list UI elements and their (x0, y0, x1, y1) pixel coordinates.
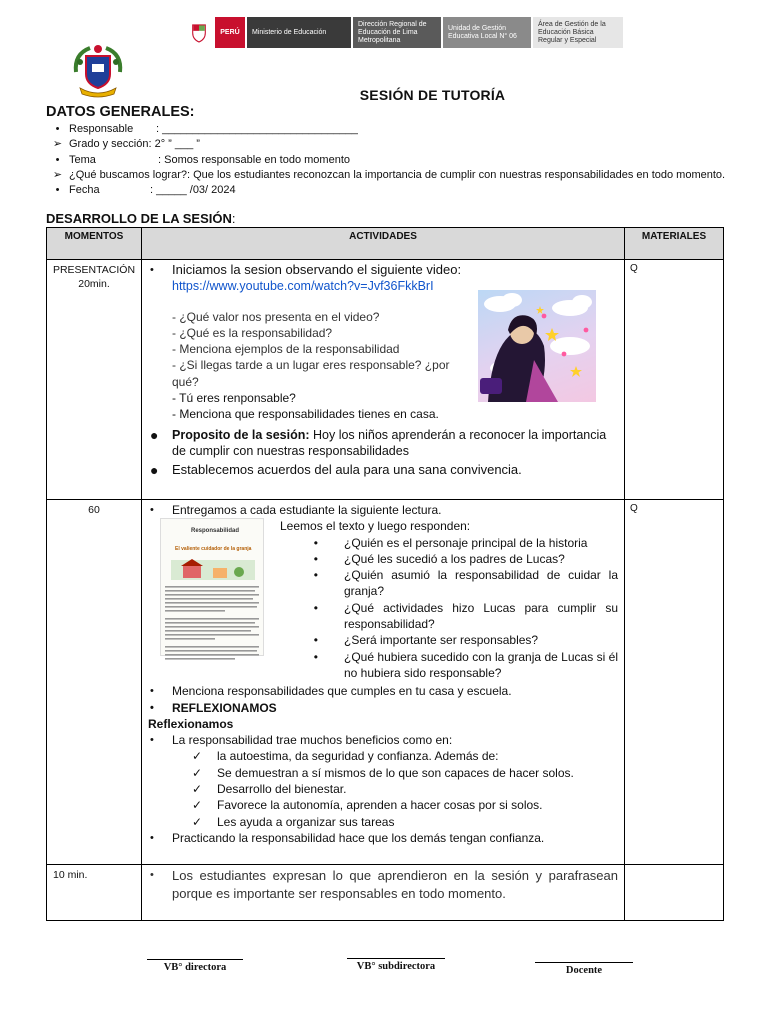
list-item (148, 700, 618, 716)
question-text: ¿Quién es el personaje principal de la historia (344, 535, 588, 550)
momento-cell: 60 (47, 500, 142, 865)
reflexionamos-heading: Reflexionamos (148, 716, 234, 731)
table-row (47, 865, 724, 921)
banner-ministerio: Ministerio de Educación (247, 17, 351, 48)
session-table (46, 227, 724, 921)
question-text: ¿Quién asumió la responsabilidad de cuidar la granja? (344, 568, 618, 599)
question-text: ¿Qué hubiera sucedido con la granja de Lucas si él no hubiera sido responsable? (344, 649, 618, 680)
momento-label: PRESENTACIÓN (52, 264, 136, 276)
banner-direccion: Dirección Regional de Educación de Lima Metropolitana (353, 17, 441, 48)
desarrollo-heading-text: DESARROLLO DE LA SESIÓN (46, 211, 232, 226)
bullet-icon: • (150, 831, 154, 844)
table-row (47, 500, 724, 865)
bullet-icon: • (313, 551, 318, 566)
list-item (276, 632, 618, 648)
peru-shield-icon (185, 17, 213, 48)
bullet-icon: • (150, 734, 154, 747)
question-list (148, 309, 468, 423)
check-icon: ✓ (192, 782, 203, 797)
page-title: SESIÓN DE TUTORÍA (359, 87, 506, 103)
list-item (148, 797, 618, 813)
check-text: Les ayuda a organizar sus tareas (217, 814, 395, 829)
list-item (148, 683, 618, 699)
lectura-thumbnail-image (160, 518, 264, 656)
reflexionamos-bullet: REFLEXIONAMOS (172, 700, 277, 715)
proposito-label: Proposito de la sesión: (172, 427, 310, 442)
bullet-icon: • (150, 869, 154, 881)
general-data-list (46, 122, 736, 198)
header-materiales: MATERIALES (625, 228, 724, 260)
signature-subdirectora: VB° subdirectora (347, 958, 445, 972)
bullet-icon: ● (150, 426, 159, 443)
tema-label: Tema (69, 153, 96, 166)
banner-area: Área de Gestión de la Educación Básica Regular y Especial (533, 17, 623, 48)
signature-docente: Docente (535, 962, 633, 976)
closing-text: Los estudiantes expresan lo que aprendieron en la sesión y parafrasean porque es importante ser responsables en todo momento. (172, 868, 618, 901)
tema-value: : Somos responsable en todo momento (158, 153, 351, 166)
list-item (276, 535, 618, 551)
arrow-bullet-icon: ➢ (52, 138, 63, 151)
header-actividades: ACTIVIDADES (142, 228, 625, 260)
list-item: - Menciona ejemplos de la responsabilidad (172, 342, 400, 357)
video-thumbnail-image (478, 290, 596, 402)
header-momentos: MOMENTOS (47, 228, 142, 260)
list-item (276, 567, 618, 600)
entrega-text: Entregamos a cada estudiante la siguiente lectura. (172, 503, 442, 517)
banner-peru: PERÚ (215, 17, 245, 48)
bullet-icon: ● (150, 462, 159, 479)
material-cell: Q (625, 500, 724, 865)
list-item (46, 183, 736, 198)
bullet-icon: • (150, 685, 154, 698)
list-item (148, 748, 618, 764)
momento-cell: 10 min. (47, 865, 142, 921)
bullet-icon: • (55, 153, 60, 166)
check-icon: ✓ (192, 798, 203, 813)
check-text: Favorece la autonomía, aprenden a hacer cosas por si solos. (217, 798, 543, 813)
check-text: la autoestima, da seguridad y confianza. Además de: (217, 749, 499, 764)
list-item (148, 781, 618, 797)
list-item (46, 122, 736, 137)
activity-cell (142, 865, 625, 921)
bullet-icon: • (150, 264, 154, 276)
video-link[interactable]: https://www.youtube.com/watch?v=Jvf36FkkBrI (172, 279, 434, 294)
desarrollo-colon: : (231, 211, 236, 226)
bullet-icon: • (55, 184, 60, 197)
responsable-label: Responsable (69, 123, 134, 135)
bullet-icon: • (313, 600, 318, 615)
list-item (46, 153, 736, 168)
banner-ugel: Unidad de Gestión Educativa Local N° 06 (443, 17, 531, 48)
bullet-icon: • (313, 633, 318, 648)
momento-time: 20min. (78, 278, 110, 290)
logro-text: ¿Qué buscamos lograr?: Que los estudiantes reconozcan la importancia de cumplir con nuestras responsabilidades en todo momento. (69, 168, 726, 181)
list-item: - Tú eres renponsable? (172, 391, 296, 406)
activity-cell (142, 260, 625, 500)
bullet-icon: • (313, 649, 318, 664)
activity-cell (142, 500, 625, 865)
material-cell (625, 865, 724, 921)
check-icon: ✓ (192, 765, 203, 780)
acuerdos-text: Establecemos acuerdos del aula para una sana convivencia. (172, 462, 522, 478)
list-item (148, 814, 618, 830)
bullet-icon: • (55, 123, 60, 135)
bullet-icon: • (150, 504, 154, 516)
check-text: Se demuestran a sí mismos de lo que son capaces de hacer solos. (217, 765, 574, 780)
list-item (276, 600, 618, 633)
material-cell: Q (625, 260, 724, 500)
list-item (276, 551, 618, 567)
check-icon: ✓ (192, 749, 203, 764)
momento-cell (47, 260, 142, 500)
menciona-text: Menciona responsabilidades que cumples en tu casa y escuela. (172, 684, 512, 699)
institutional-banner (185, 17, 623, 48)
list-item (148, 262, 618, 278)
list-item (46, 168, 736, 183)
list-item: - ¿Qué valor nos presenta en el video? (172, 309, 380, 324)
signature-directora: VB° directora (147, 959, 243, 973)
leemos-text: Leemos el texto y luego responden: (280, 519, 471, 534)
desarrollo-heading (46, 211, 236, 226)
list-item (148, 427, 618, 460)
table-header-row (47, 228, 724, 260)
bullet-icon: • (313, 535, 318, 550)
question-text: ¿Qué les sucedió a los padres de Lucas? (344, 551, 565, 566)
fecha-value: : _____ /03/ 2024 (150, 184, 236, 197)
list-item (148, 867, 618, 902)
responsable-value: : ________________________________ (156, 123, 358, 135)
list-item (148, 732, 618, 748)
intro-text: Iniciamos la sesion observando el siguiente video: (172, 262, 462, 277)
question-text: ¿Será importante ser responsables? (344, 633, 539, 648)
table-row (47, 260, 724, 500)
list-item: - ¿Qué es la responsabilidad? (172, 325, 333, 340)
datos-generales-heading: DATOS GENERALES: (46, 104, 195, 120)
arrow-bullet-icon: ➢ (52, 168, 63, 181)
beneficios-text: La responsabilidad trae muchos beneficios como en: (172, 733, 453, 748)
list-item: - ¿Si llegas tarde a un lugar eres responsable? ¿por qué? (172, 358, 450, 389)
list-item (46, 137, 736, 152)
question-text: ¿Qué actividades hizo Lucas para cumplir su responsabilidad? (344, 600, 618, 632)
list-item (148, 462, 618, 478)
lectura-title: Responsabilidad (191, 528, 240, 534)
bullet-icon: • (150, 701, 154, 714)
practicando-text: Practicando la responsabilidad hace que los demás tengan confianza. (172, 830, 545, 845)
list-item (148, 830, 618, 846)
list-item (148, 502, 618, 518)
grado-label: Grado y sección: 2° ” ___ ” (69, 138, 200, 151)
bullet-icon: • (313, 568, 318, 583)
list-item (148, 765, 618, 781)
proposito-text: Hoy los niños aprenderán a reconocer la importancia de cumplir con nuestras responsabilidades (172, 427, 607, 458)
check-icon: ✓ (192, 814, 203, 829)
check-text: Desarrollo del bienestar. (217, 782, 347, 797)
list-item: - Menciona que responsabilidades tienes en casa. (172, 407, 439, 422)
lectura-subtitle: El valiente cuidador de la granja (175, 546, 252, 553)
fecha-label: Fecha (69, 184, 100, 197)
